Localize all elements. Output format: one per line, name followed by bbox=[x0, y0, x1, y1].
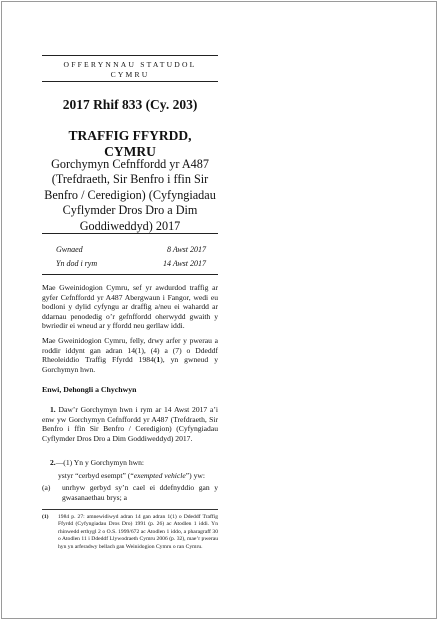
item-a-mark: (a) bbox=[42, 483, 51, 492]
definition-end: ”) yw: bbox=[185, 471, 205, 480]
recital-2-text: Mae Gweinidogion Cymru, felly, drwy arfer y pwerau a roddir iddynt gan adran 14(1), (4) a (7) o Ddeddf Rheoleiddio Traffig Ffyrdd 1984( bbox=[42, 336, 218, 365]
dates-rule bbox=[42, 274, 218, 275]
footnote-mark: (1) bbox=[42, 514, 49, 520]
instrument-number: 2017 Rhif 833 (Cy. 203) bbox=[62, 97, 198, 112]
footnote-reference[interactable]: 1 bbox=[156, 355, 161, 365]
definition-text: ystyr “cerbyd esempt” (“ bbox=[58, 471, 134, 480]
in-force-date: 14 Awst 2017 bbox=[163, 259, 206, 268]
recital-1: Mae Gweinidogion Cymru, sef yr awdurdod traffig ar gyfer Cefnffordd yr A487 Abergwaun i Fangor, wedi eu bodloni y dylid cyfyngu ar draffig a/neu ei wahardd ar ddarnau penodedig o’r gefnffordd oherwydd gwaith y bwriedir ei wneud ar y ffordd neu gerllaw iddi. bbox=[42, 283, 218, 331]
series-line-2: CYMRU bbox=[110, 70, 150, 79]
recital-2-end: ), yn gwneud y Gorchymyn hwn. bbox=[42, 355, 218, 374]
article-2-number: 2. bbox=[50, 458, 56, 467]
title-rule bbox=[42, 233, 218, 234]
instrument-title: Gorchymyn Cefnffordd yr A487 (Trefdraeth, Sir Benfro i ffin Sir Benfro / Ceredigion) (Cyfyngiadau Cyflymder Dros Dro a Dim Goddiweddyd) 2017 bbox=[44, 157, 216, 233]
footnote-text: 1984 p. 27: amnewidiwyd adran 14 gan adran 1(1) o Ddeddf Traffig Ffyrdd (Cyfyngiadau Dros Dro) 1991 (p. 26) ac Atodlen 1 iddi. Yn rhinwedd erthygl 2 o O.S. 1999/672 ac Atodlen 1 iddo, a pharagraff 30 o Atodlen 11 i Ddeddf Llywodraeth Cymru 2006 (p. 32), mae’r pwerau hyn yn arferadwy bellach gan Weinidogion Cymru o ran Cymru. bbox=[58, 514, 218, 550]
in-force-label: Yn dod i rym bbox=[56, 259, 98, 268]
made-date: 8 Awst 2017 bbox=[167, 245, 206, 254]
article-1-number: 1. bbox=[50, 405, 56, 414]
series-rule bbox=[42, 81, 218, 82]
definition-english-term: exempted vehicle bbox=[133, 471, 186, 480]
item-a-text: unrhyw gerbyd sy’n cael ei ddefnyddio gan y gwasanaethau brys; a bbox=[62, 483, 218, 502]
instrument-subject: TRAFFIG FFYRDD, CYMRU bbox=[68, 128, 192, 159]
made-label: Gwnaed bbox=[56, 245, 83, 254]
section-heading: Enwi, Dehongli a Chychwyn bbox=[42, 385, 137, 394]
footnote-rule bbox=[42, 509, 218, 510]
document-page bbox=[1, 1, 437, 619]
made-row bbox=[56, 245, 206, 257]
top-rule bbox=[42, 55, 218, 56]
in-force-row bbox=[56, 259, 206, 271]
recital-2 bbox=[42, 336, 218, 374]
article-2-text: —(1) Yn y Gorchymyn hwn: bbox=[55, 458, 145, 467]
definition-exempted-vehicle bbox=[58, 471, 218, 481]
article-2 bbox=[42, 458, 218, 468]
article-1-text: Daw’r Gorchymyn hwn i rym ar 14 Awst 2017 a’i enw yw Gorchymyn Cefnffordd yr A487 (Trefdraeth, Sir Benfro i ffin Sir Benfro / Ceredigion) (Cyfyngiadau Cyflymder Dros Dro a Dim Goddiweddyd) 2017. bbox=[42, 405, 218, 443]
series-line-1: OFFERYNNAU STATUDOL bbox=[63, 60, 197, 69]
article-1 bbox=[42, 405, 218, 443]
